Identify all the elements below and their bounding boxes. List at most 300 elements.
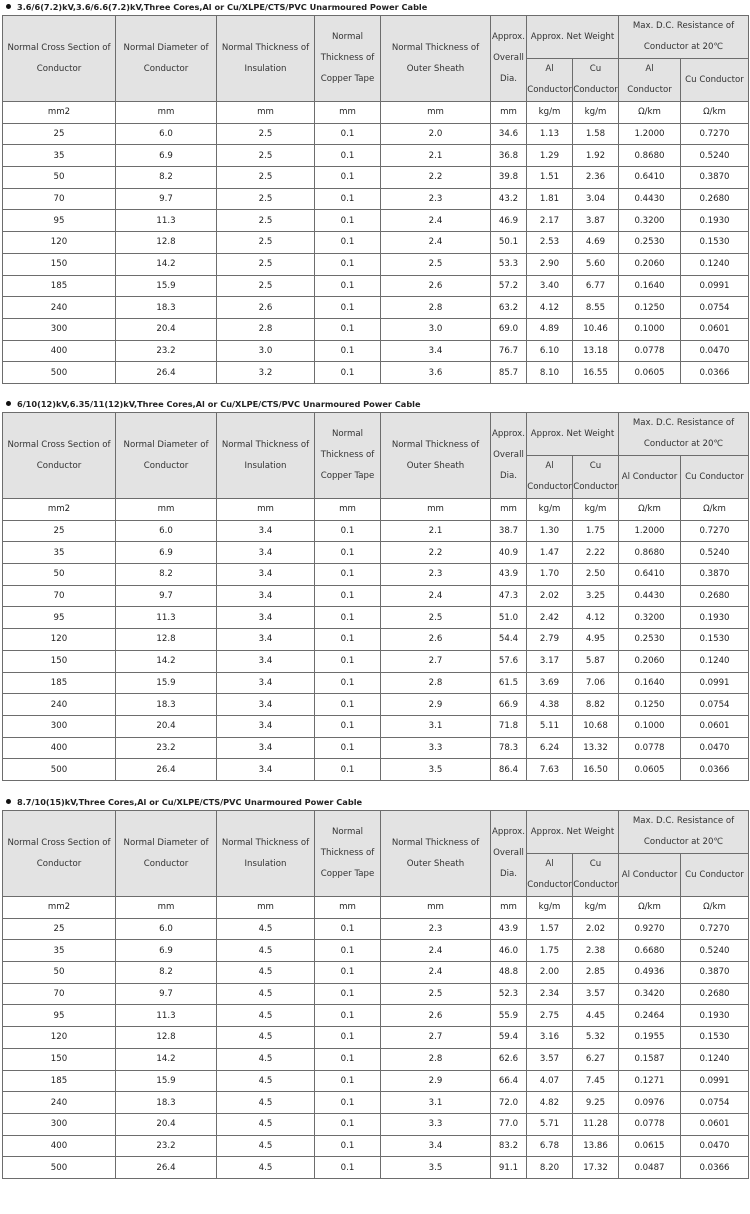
units-row (3, 897, 749, 919)
cell-insulation: 2.8 (217, 318, 315, 340)
cell-overall-dia: 51.0 (491, 607, 527, 629)
spec-table (2, 15, 749, 384)
cell-insulation: 4.5 (217, 1113, 315, 1135)
cell-resistance-al: 0.0605 (619, 362, 681, 384)
header-text: Al (545, 859, 554, 869)
header-text: Al (645, 64, 654, 74)
header-text: Normal Diameter of Conductor (123, 439, 209, 471)
cell-weight-al: 2.90 (527, 253, 573, 275)
cell-diameter: 6.0 (116, 123, 217, 145)
section-title (0, 0, 750, 15)
cell-cross-section: 500 (3, 759, 116, 781)
cell-weight-cu: 1.75 (573, 520, 619, 542)
unit-resistance-al: Ω/km (619, 102, 681, 124)
table-row (3, 1070, 749, 1092)
header-max-dc-resistance (619, 413, 749, 456)
cell-weight-cu: 13.18 (573, 340, 619, 362)
cell-weight-cu: 2.22 (573, 542, 619, 564)
cell-insulation: 2.5 (217, 253, 315, 275)
unit-outer-sheath: mm (381, 499, 491, 521)
cell-weight-cu: 4.95 (573, 629, 619, 651)
header-conductor-suffix: Conductor (573, 880, 618, 890)
cell-overall-dia: 34.6 (491, 123, 527, 145)
table-row (3, 318, 749, 340)
cell-resistance-al: 0.1250 (619, 694, 681, 716)
cell-cross-section: 150 (3, 253, 116, 275)
cell-outer-sheath: 2.7 (381, 650, 491, 672)
cell-insulation: 4.5 (217, 1135, 315, 1157)
cell-diameter: 12.8 (116, 629, 217, 651)
cell-insulation: 3.0 (217, 340, 315, 362)
cell-resistance-al: 0.0778 (619, 737, 681, 759)
table-row (3, 210, 749, 232)
cell-outer-sheath: 2.6 (381, 629, 491, 651)
unit-cross-section: mm2 (3, 897, 116, 919)
cell-weight-cu: 3.87 (573, 210, 619, 232)
cell-insulation: 4.5 (217, 1157, 315, 1179)
cell-outer-sheath: 2.7 (381, 1027, 491, 1049)
cell-resistance-cu: 0.0470 (681, 340, 749, 362)
cell-resistance-cu: 0.7270 (681, 123, 749, 145)
cell-weight-cu: 16.55 (573, 362, 619, 384)
table-row (3, 1113, 749, 1135)
header-diameter (116, 16, 217, 102)
header-weight-al (527, 59, 573, 102)
cell-diameter: 18.3 (116, 1092, 217, 1114)
table-row (3, 694, 749, 716)
cell-weight-cu: 2.38 (573, 940, 619, 962)
header-max-dc-resistance (619, 811, 749, 854)
cell-resistance-al: 0.1640 (619, 672, 681, 694)
cell-outer-sheath: 3.3 (381, 1113, 491, 1135)
table-row (3, 362, 749, 384)
cell-diameter: 20.4 (116, 715, 217, 737)
cell-outer-sheath: 2.5 (381, 983, 491, 1005)
cell-weight-cu: 6.77 (573, 275, 619, 297)
header-text: Normal Thickness of Outer Sheath (391, 837, 480, 869)
cell-resistance-al: 1.2000 (619, 520, 681, 542)
table-row (3, 650, 749, 672)
cell-cross-section: 25 (3, 918, 116, 940)
cell-resistance-cu: 0.1240 (681, 1048, 749, 1070)
table-row (3, 297, 749, 319)
header-text: Approx. Net Weight (530, 826, 615, 837)
cell-copper-tape: 0.1 (315, 318, 381, 340)
header-resistance-al (619, 456, 681, 499)
cell-resistance-cu: 0.5240 (681, 542, 749, 564)
cell-copper-tape: 0.1 (315, 1092, 381, 1114)
bullet-icon (6, 401, 11, 406)
cell-insulation: 2.5 (217, 145, 315, 167)
cell-weight-cu: 3.57 (573, 983, 619, 1005)
cell-overall-dia: 43.9 (491, 564, 527, 586)
cell-resistance-al: 0.3200 (619, 210, 681, 232)
header-max-dc-resistance (619, 16, 749, 59)
cell-resistance-al: 0.1000 (619, 318, 681, 340)
unit-resistance-cu: Ω/km (681, 102, 749, 124)
cell-weight-cu: 10.68 (573, 715, 619, 737)
cell-weight-cu: 5.32 (573, 1027, 619, 1049)
cell-weight-al: 5.11 (527, 715, 573, 737)
cell-diameter: 6.9 (116, 145, 217, 167)
cell-resistance-al: 0.0778 (619, 1113, 681, 1135)
cell-insulation: 3.4 (217, 650, 315, 672)
cell-weight-al: 2.17 (527, 210, 573, 232)
cell-insulation: 2.6 (217, 297, 315, 319)
header-copper-tape (315, 413, 381, 499)
cell-resistance-al: 0.6410 (619, 167, 681, 189)
spec-table (2, 810, 749, 1179)
header-text: Normal Thickness of Outer Sheath (391, 439, 480, 471)
cell-resistance-al: 0.0605 (619, 759, 681, 781)
cell-diameter: 8.2 (116, 167, 217, 189)
header-resistance-cu (681, 854, 749, 897)
cell-weight-al: 8.20 (527, 1157, 573, 1179)
header-insulation (217, 16, 315, 102)
cell-cross-section: 95 (3, 1005, 116, 1027)
cell-cross-section: 120 (3, 629, 116, 651)
cell-outer-sheath: 2.3 (381, 918, 491, 940)
cell-copper-tape: 0.1 (315, 362, 381, 384)
cell-weight-al: 2.53 (527, 232, 573, 254)
cell-resistance-cu: 0.1240 (681, 650, 749, 672)
cell-weight-al: 2.42 (527, 607, 573, 629)
cell-insulation: 3.2 (217, 362, 315, 384)
cell-insulation: 2.5 (217, 210, 315, 232)
table-row (3, 564, 749, 586)
cell-copper-tape: 0.1 (315, 607, 381, 629)
cell-insulation: 3.4 (217, 672, 315, 694)
cell-copper-tape: 0.1 (315, 188, 381, 210)
table-row (3, 232, 749, 254)
cell-weight-cu: 5.60 (573, 253, 619, 275)
table-row (3, 520, 749, 542)
cell-copper-tape: 0.1 (315, 629, 381, 651)
cell-resistance-cu: 0.0991 (681, 1070, 749, 1092)
header-text: Normal Thickness of Insulation (221, 837, 310, 869)
table-row (3, 145, 749, 167)
header-conductor-suffix: Conductor (527, 85, 572, 95)
header-insulation (217, 413, 315, 499)
cell-overall-dia: 91.1 (491, 1157, 527, 1179)
cell-weight-cu: 13.32 (573, 737, 619, 759)
cell-copper-tape: 0.1 (315, 542, 381, 564)
cell-weight-cu: 6.27 (573, 1048, 619, 1070)
header-text: Normal Thickness of Insulation (221, 439, 310, 471)
header-outer-sheath (381, 413, 491, 499)
cell-weight-al: 1.70 (527, 564, 573, 586)
cell-weight-al: 1.51 (527, 167, 573, 189)
cell-outer-sheath: 3.4 (381, 340, 491, 362)
cell-outer-sheath: 2.8 (381, 1048, 491, 1070)
cell-overall-dia: 39.8 (491, 167, 527, 189)
header-text: Cu (589, 461, 602, 471)
cell-diameter: 11.3 (116, 607, 217, 629)
cell-resistance-cu: 0.2680 (681, 983, 749, 1005)
cell-overall-dia: 59.4 (491, 1027, 527, 1049)
cell-weight-al: 4.07 (527, 1070, 573, 1092)
header-text: Al Conductor (621, 471, 678, 482)
table-row (3, 253, 749, 275)
cell-weight-al: 5.71 (527, 1113, 573, 1135)
cell-weight-cu: 4.12 (573, 607, 619, 629)
cell-copper-tape: 0.1 (315, 253, 381, 275)
cell-cross-section: 95 (3, 210, 116, 232)
cell-resistance-al: 0.0778 (619, 340, 681, 362)
cell-cross-section: 70 (3, 983, 116, 1005)
cell-copper-tape: 0.1 (315, 585, 381, 607)
cell-overall-dia: 38.7 (491, 520, 527, 542)
cell-copper-tape: 0.1 (315, 1113, 381, 1135)
cell-overall-dia: 43.9 (491, 918, 527, 940)
cell-cross-section: 400 (3, 1135, 116, 1157)
cell-weight-cu: 7.45 (573, 1070, 619, 1092)
header-text: Cu Conductor (685, 869, 744, 880)
cell-weight-cu: 2.02 (573, 918, 619, 940)
cell-overall-dia: 66.4 (491, 1070, 527, 1092)
cell-outer-sheath: 2.4 (381, 962, 491, 984)
cell-resistance-al: 0.1955 (619, 1027, 681, 1049)
cell-resistance-al: 0.2464 (619, 1005, 681, 1027)
cell-outer-sheath: 2.4 (381, 210, 491, 232)
cell-diameter: 9.7 (116, 983, 217, 1005)
header-copper-tape (315, 16, 381, 102)
cell-insulation: 2.5 (217, 275, 315, 297)
cell-resistance-al: 0.4430 (619, 585, 681, 607)
cell-weight-al: 1.75 (527, 940, 573, 962)
unit-insulation: mm (217, 102, 315, 124)
header-text: Cu Conductor (685, 471, 744, 482)
header-text: Max. D.C. Resistance of Conductor at 20℃ (632, 21, 735, 52)
header-weight-al (527, 456, 573, 499)
cell-outer-sheath: 3.5 (381, 759, 491, 781)
header-text: Normal Diameter of Conductor (123, 42, 209, 74)
cell-resistance-cu: 0.7270 (681, 918, 749, 940)
cell-cross-section: 50 (3, 962, 116, 984)
table-row (3, 983, 749, 1005)
header-copper-tape (315, 811, 381, 897)
cell-cross-section: 120 (3, 232, 116, 254)
cell-diameter: 9.7 (116, 585, 217, 607)
table-row (3, 123, 749, 145)
cell-copper-tape: 0.1 (315, 737, 381, 759)
cell-weight-cu: 7.06 (573, 672, 619, 694)
cell-weight-al: 1.13 (527, 123, 573, 145)
cell-resistance-cu: 0.0601 (681, 1113, 749, 1135)
bullet-icon (6, 4, 11, 9)
cell-resistance-cu: 0.2680 (681, 585, 749, 607)
cell-copper-tape: 0.1 (315, 297, 381, 319)
cell-cross-section: 35 (3, 542, 116, 564)
cell-outer-sheath: 2.6 (381, 1005, 491, 1027)
cell-copper-tape: 0.1 (315, 123, 381, 145)
header-insulation (217, 811, 315, 897)
table-row (3, 1027, 749, 1049)
table-row (3, 585, 749, 607)
cell-resistance-cu: 0.1530 (681, 629, 749, 651)
header-conductor-suffix: Conductor (573, 482, 618, 492)
header-conductor-suffix: Conductor (527, 482, 572, 492)
cell-diameter: 15.9 (116, 1070, 217, 1092)
cell-overall-dia: 48.8 (491, 962, 527, 984)
cell-overall-dia: 77.0 (491, 1113, 527, 1135)
cell-resistance-cu: 0.0601 (681, 715, 749, 737)
cell-resistance-cu: 0.1930 (681, 607, 749, 629)
header-text: Normal Cross Section of Conductor (7, 439, 111, 471)
cell-overall-dia: 62.6 (491, 1048, 527, 1070)
cell-copper-tape: 0.1 (315, 1048, 381, 1070)
cell-resistance-cu: 0.0991 (681, 275, 749, 297)
cell-resistance-al: 0.8680 (619, 145, 681, 167)
cell-diameter: 8.2 (116, 962, 217, 984)
header-overall-dia (491, 16, 527, 102)
cell-insulation: 4.5 (217, 1092, 315, 1114)
header-text: Al (545, 64, 554, 74)
cell-resistance-cu: 0.1930 (681, 210, 749, 232)
cell-weight-cu: 17.32 (573, 1157, 619, 1179)
unit-weight-al: kg/m (527, 897, 573, 919)
cell-overall-dia: 78.3 (491, 737, 527, 759)
cell-weight-al: 3.57 (527, 1048, 573, 1070)
unit-cross-section: mm2 (3, 102, 116, 124)
cell-copper-tape: 0.1 (315, 672, 381, 694)
cell-outer-sheath: 2.9 (381, 694, 491, 716)
cell-outer-sheath: 3.0 (381, 318, 491, 340)
cell-outer-sheath: 2.4 (381, 940, 491, 962)
cell-diameter: 20.4 (116, 1113, 217, 1135)
cell-diameter: 6.0 (116, 918, 217, 940)
cell-cross-section: 25 (3, 123, 116, 145)
cell-diameter: 11.3 (116, 210, 217, 232)
cell-cross-section: 70 (3, 188, 116, 210)
cell-weight-al: 4.89 (527, 318, 573, 340)
cell-weight-al: 3.69 (527, 672, 573, 694)
cell-overall-dia: 54.4 (491, 629, 527, 651)
cell-copper-tape: 0.1 (315, 962, 381, 984)
cell-resistance-cu: 0.1240 (681, 253, 749, 275)
cell-diameter: 9.7 (116, 188, 217, 210)
unit-insulation: mm (217, 897, 315, 919)
cell-cross-section: 150 (3, 1048, 116, 1070)
bullet-icon (6, 799, 11, 804)
cell-resistance-al: 0.0976 (619, 1092, 681, 1114)
header-weight-cu (573, 854, 619, 897)
cell-diameter: 23.2 (116, 340, 217, 362)
cell-insulation: 3.4 (217, 759, 315, 781)
cell-resistance-al: 0.6680 (619, 940, 681, 962)
cable-spec-section (0, 397, 750, 781)
cell-resistance-cu: 0.5240 (681, 145, 749, 167)
table-row (3, 275, 749, 297)
header-resistance-al (619, 854, 681, 897)
cell-resistance-cu: 0.0470 (681, 737, 749, 759)
cell-cross-section: 185 (3, 1070, 116, 1092)
table-row (3, 759, 749, 781)
cell-copper-tape: 0.1 (315, 275, 381, 297)
cell-diameter: 6.0 (116, 520, 217, 542)
unit-overall-dia: mm (491, 499, 527, 521)
header-overall-dia (491, 811, 527, 897)
header-text: Normal Thickness of Copper Tape (320, 429, 375, 481)
cell-overall-dia: 40.9 (491, 542, 527, 564)
header-text: Normal Diameter of Conductor (123, 837, 209, 869)
table-row (3, 1048, 749, 1070)
cell-outer-sheath: 2.4 (381, 585, 491, 607)
section-title (0, 795, 750, 810)
cell-resistance-cu: 0.0754 (681, 297, 749, 319)
cell-insulation: 2.5 (217, 232, 315, 254)
unit-diameter: mm (116, 499, 217, 521)
cell-resistance-al: 0.9270 (619, 918, 681, 940)
cable-spec-section (0, 795, 750, 1179)
cell-cross-section: 35 (3, 940, 116, 962)
header-conductor-suffix: Conductor (527, 880, 572, 890)
cell-resistance-cu: 0.1530 (681, 1027, 749, 1049)
cell-resistance-cu: 0.3870 (681, 167, 749, 189)
cell-copper-tape: 0.1 (315, 1027, 381, 1049)
units-row (3, 499, 749, 521)
cell-resistance-cu: 0.2680 (681, 188, 749, 210)
cell-diameter: 26.4 (116, 1157, 217, 1179)
cell-insulation: 3.4 (217, 607, 315, 629)
cell-copper-tape: 0.1 (315, 210, 381, 232)
unit-resistance-cu: Ω/km (681, 499, 749, 521)
cell-weight-al: 1.81 (527, 188, 573, 210)
cell-overall-dia: 46.0 (491, 940, 527, 962)
cell-insulation: 4.5 (217, 918, 315, 940)
cell-resistance-al: 0.1640 (619, 275, 681, 297)
cell-weight-cu: 1.58 (573, 123, 619, 145)
cell-weight-al: 6.78 (527, 1135, 573, 1157)
cell-weight-cu: 8.55 (573, 297, 619, 319)
cell-resistance-al: 0.3420 (619, 983, 681, 1005)
cell-outer-sheath: 2.5 (381, 607, 491, 629)
header-conductor-suffix: Conductor (627, 85, 672, 95)
cell-cross-section: 400 (3, 737, 116, 759)
cell-weight-cu: 11.28 (573, 1113, 619, 1135)
unit-copper-tape: mm (315, 897, 381, 919)
cell-diameter: 6.9 (116, 542, 217, 564)
cell-cross-section: 300 (3, 1113, 116, 1135)
cell-resistance-al: 0.3200 (619, 607, 681, 629)
cell-overall-dia: 69.0 (491, 318, 527, 340)
table-row (3, 1135, 749, 1157)
unit-diameter: mm (116, 102, 217, 124)
cell-insulation: 2.5 (217, 167, 315, 189)
cell-outer-sheath: 2.3 (381, 188, 491, 210)
cell-overall-dia: 53.3 (491, 253, 527, 275)
cell-insulation: 3.4 (217, 520, 315, 542)
cell-resistance-al: 0.6410 (619, 564, 681, 586)
cell-weight-cu: 2.85 (573, 962, 619, 984)
cell-cross-section: 150 (3, 650, 116, 672)
cell-resistance-cu: 0.0754 (681, 694, 749, 716)
unit-weight-al: kg/m (527, 499, 573, 521)
cell-diameter: 18.3 (116, 694, 217, 716)
cell-cross-section: 300 (3, 318, 116, 340)
header-resistance-cu (681, 456, 749, 499)
cell-resistance-cu: 0.0601 (681, 318, 749, 340)
cell-outer-sheath: 3.6 (381, 362, 491, 384)
cell-copper-tape: 0.1 (315, 983, 381, 1005)
cell-cross-section: 300 (3, 715, 116, 737)
cell-resistance-cu: 0.0470 (681, 1135, 749, 1157)
cell-insulation: 4.5 (217, 1027, 315, 1049)
cell-diameter: 11.3 (116, 1005, 217, 1027)
cell-weight-cu: 10.46 (573, 318, 619, 340)
cell-weight-al: 7.63 (527, 759, 573, 781)
cell-overall-dia: 55.9 (491, 1005, 527, 1027)
